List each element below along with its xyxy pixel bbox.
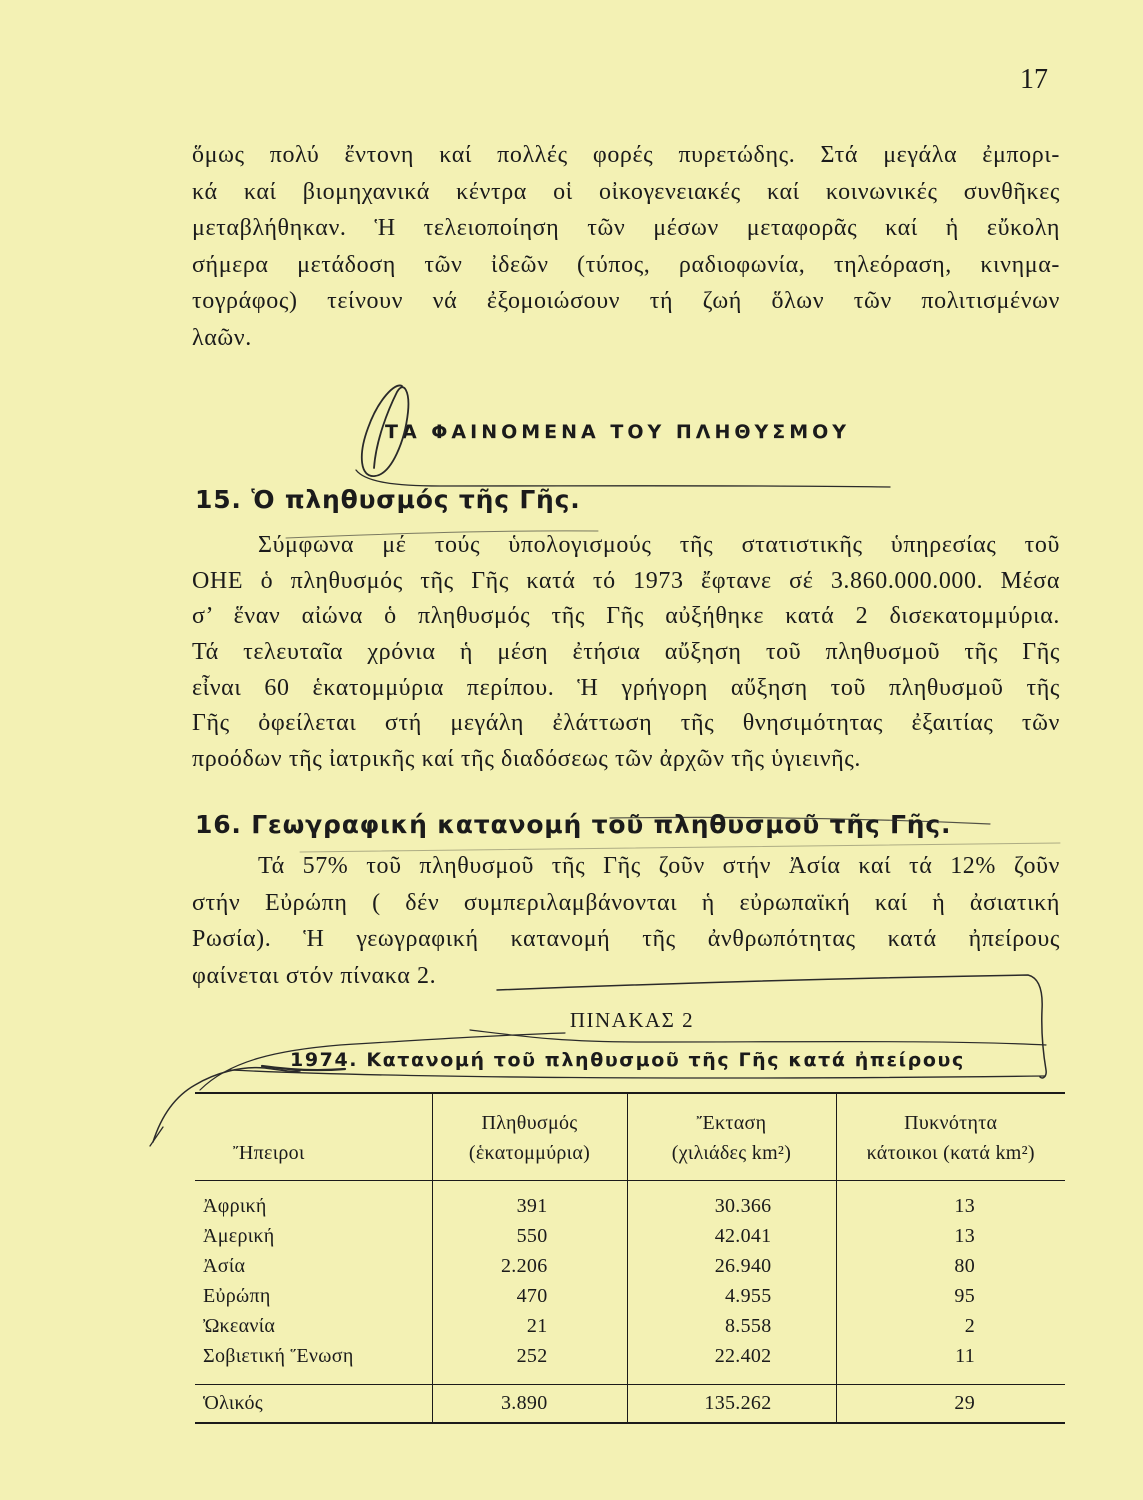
- cell-total-density: 29: [836, 1384, 1065, 1423]
- cell-population: 21: [432, 1311, 627, 1341]
- text-line: Τά 57% τοῦ πληθυσμοῦ τῆς Γῆς ζοῦν στήν Ἀσία καί τά 12% ζοῦν: [258, 853, 1060, 879]
- cell-population: 470: [432, 1281, 627, 1311]
- cell-density: 2: [836, 1311, 1065, 1341]
- column-header-area: [627, 1093, 836, 1180]
- cell-area: 22.402: [627, 1341, 836, 1385]
- cell-continent: Εὐρώπη: [203, 1284, 271, 1307]
- pen-left-tick: [150, 1127, 163, 1146]
- table-body: [195, 1180, 1065, 1384]
- column-header-area-line-2: (χιλιάδες km²): [671, 1142, 792, 1164]
- text-line: Τά τελευταῖα χρόνια ἡ μέση ἐτήσια αὔξηση τοῦ πληθυσμοῦ τῆς Γῆς: [192, 639, 1060, 666]
- cell-continent: Ὠκεανία: [203, 1314, 276, 1337]
- cell-density: 13: [836, 1180, 1065, 1221]
- table-row: [195, 1221, 1065, 1251]
- table-footer: [195, 1384, 1065, 1423]
- cell-population: 252: [432, 1341, 627, 1385]
- cell-continent: Ἀμερική: [203, 1224, 275, 1247]
- section-15-title: 15. Ὁ πληθυσμός τῆς Γῆς.: [195, 485, 581, 514]
- table-row: [195, 1341, 1065, 1385]
- cell-population: 550: [432, 1221, 627, 1251]
- cell-area: 42.041: [627, 1221, 836, 1251]
- column-header-population-line-1: Πληθυσμός: [481, 1112, 578, 1134]
- section-16-paragraph: [192, 848, 1060, 995]
- column-header-density-line-2: κάτοικοι (κατά km²): [866, 1142, 1035, 1164]
- cell-area: 8.558: [627, 1311, 836, 1341]
- text-line: φαίνεται στόν πίνακα 2.: [192, 963, 437, 990]
- column-header-continents: Ἤπειροι: [195, 1093, 432, 1180]
- table-row: [195, 1281, 1065, 1311]
- table-row: [195, 1180, 1065, 1221]
- cell-density: 80: [836, 1251, 1065, 1281]
- cell-population: 2.206: [432, 1251, 627, 1281]
- population-table: [195, 1092, 1065, 1424]
- cell-continent: Ἀσία: [203, 1254, 246, 1277]
- cell-density: 13: [836, 1221, 1065, 1251]
- text-line: μεταβλήθηκαν. Ἡ τελειοποίηση τῶν μέσων μεταφορᾶς καί ἡ εὔκολη: [192, 215, 1060, 242]
- table-row: [195, 1251, 1065, 1281]
- text-line: προόδων τῆς ἰατρικῆς καί τῆς διαδόσεως τῶν ἀρχῶν τῆς ὑγιεινῆς.: [192, 746, 862, 773]
- text-line: Ρωσία). Ἡ γεωγραφική κατανομή τῆς ἀνθρωπότητας κατά ἠπείρους: [192, 926, 1060, 953]
- text-line: ὅμως πολύ ἔντονη καί πολλές φορές πυρετώδης. Στά μεγάλα ἐμπορι-: [192, 142, 1060, 168]
- cell-total-population: 3.890: [432, 1384, 627, 1423]
- table-header-row: [195, 1093, 1065, 1180]
- cell-continent: Ἀφρική: [203, 1194, 267, 1217]
- column-header-density-line-1: Πυκνότητα: [904, 1112, 998, 1134]
- text-line: εἶναι 60 ἑκατομμύρια περίπου. Ἡ γρήγορη αὔξηση τοῦ πληθυσμοῦ τῆς: [192, 674, 1060, 701]
- table-label: ΠΙΝΑΚΑΣ 2: [569, 1008, 695, 1032]
- column-header-density: [836, 1093, 1065, 1180]
- page-number: 17: [1020, 64, 1048, 95]
- text-line: τογράφος) τείνουν νά ἐξομοιώσουν τή ζωή ὅλων τῶν πολιτισμένων: [192, 288, 1060, 315]
- table-header: [195, 1093, 1065, 1180]
- column-header-population-line-2: (ἑκατομμύρια): [468, 1142, 591, 1164]
- table-row: [195, 1311, 1065, 1341]
- cell-total-label: Ὁλικός: [195, 1384, 432, 1423]
- text-line: Γῆς ὀφείλεται στή μεγάλη ἐλάττωση τῆς θνησιμότητας ἐξαιτίας τῶν: [192, 710, 1060, 737]
- cell-population: 391: [432, 1180, 627, 1221]
- chapter-heading: ΤΑ ΦΑΙΝΟΜΕΝΑ ΤΟΥ ΠΛΗΘΥΣΜΟΥ: [385, 421, 851, 443]
- text-line: Σύμφωνα μέ τούς ὑπολογισμούς τῆς στατιστικῆς ὑπηρεσίας τοῦ: [258, 532, 1060, 558]
- cell-density: 95: [836, 1281, 1065, 1311]
- column-header-population: [432, 1093, 627, 1180]
- cell-area: 26.940: [627, 1251, 836, 1281]
- cell-total-area: 135.262: [627, 1384, 836, 1423]
- cell-area: 4.955: [627, 1281, 836, 1311]
- text-line: στήν Εὐρώπη ( δέν συμπεριλαμβάνονται ἡ εὐρωπαϊκή καί ἡ ἀσιατική: [192, 889, 1060, 916]
- text-line: σήμερα μετάδοση τῶν ἰδεῶν (τύπος, ραδιοφωνία, τηλεόραση, κινημα-: [192, 251, 1060, 278]
- intro-paragraph: [192, 137, 1060, 357]
- cell-area: 30.366: [627, 1180, 836, 1221]
- column-header-area-line-1: Ἔκταση: [696, 1112, 767, 1134]
- section-15-paragraph: [192, 528, 1060, 778]
- cell-density: 11: [836, 1341, 1065, 1385]
- text-line: κά καί βιομηχανικά κέντρα οἱ οἰκογενειακές καί κοινωνικές συνθῆκες: [192, 178, 1060, 205]
- cell-continent: Σοβιετική Ἕνωση: [203, 1344, 354, 1367]
- section-16-title: 16. Γεωγραφική κατανομή τοῦ πληθυσμοῦ τῆς Γῆς.: [195, 810, 952, 839]
- table-total-row: [195, 1384, 1065, 1423]
- text-line: ΟΗΕ ὁ πληθυσμός τῆς Γῆς κατά τό 1973 ἔφτανε σέ 3.860.000.000. Μέσα: [192, 567, 1060, 594]
- table-caption: 1974. Κατανομή τοῦ πληθυσμοῦ τῆς Γῆς κατά ἠπείρους: [290, 1049, 965, 1071]
- text-line: λαῶν.: [192, 324, 252, 351]
- text-line: σ’ ἕναν αἰώνα ὁ πληθυσμός τῆς Γῆς αὐξήθηκε κατά 2 δισεκατομμύρια.: [192, 603, 1060, 630]
